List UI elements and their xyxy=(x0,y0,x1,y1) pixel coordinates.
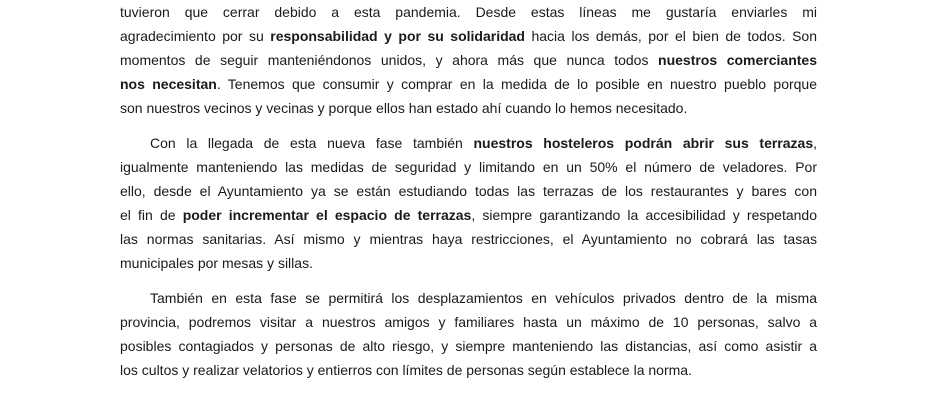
text-line xyxy=(120,310,817,334)
bold-text: nuestros hosteleros podrán abrir sus terrazas xyxy=(473,135,814,151)
text-line xyxy=(120,203,817,227)
text-segment: , siempre garantizando la accesibilidad y respetando xyxy=(471,207,817,223)
bold-text: nuestros comerciantes xyxy=(658,52,817,68)
text-segment: , xyxy=(813,135,818,151)
text-line xyxy=(120,131,817,155)
paragraph-2 xyxy=(120,131,817,275)
text-segment: municipales por mesas y sillas. xyxy=(120,255,313,271)
bold-text: nos necesitan xyxy=(120,76,217,92)
text-segment: . Tenemos que consumir y comprar en la medida de lo posible en nuestro pueblo porque xyxy=(216,76,818,92)
text-segment: Con la llegada de esta nueva fase también xyxy=(150,135,474,151)
text-segment: provincia, podremos visitar a nuestros amigos y familiares hasta un máximo de 10 personas, salvo a xyxy=(120,314,817,330)
text-segment: igualmente manteniendo las medidas de seguridad y limitando en un 50% el número de veladores. Por xyxy=(120,159,817,175)
text-line xyxy=(120,227,817,251)
paragraph-1 xyxy=(120,0,817,120)
text-line xyxy=(120,0,817,24)
bold-text: responsabilidad y por su solidaridad xyxy=(270,28,525,44)
text-segment: momentos de seguir manteniéndonos unidos, y ahora más que nunca todos xyxy=(120,52,659,68)
text-line xyxy=(120,334,817,358)
text-line xyxy=(120,286,817,310)
text-segment: agradecimiento por su xyxy=(120,28,271,44)
text-segment: tuvieron que cerrar debido a esta pandemia. Desde estas líneas me gustaría enviarles mi xyxy=(120,4,817,20)
text-segment: los cultos y realizar velatorios y entierros con límites de personas según establece la norma. xyxy=(120,362,692,378)
text-line xyxy=(120,72,817,96)
text-line xyxy=(120,96,817,120)
text-line xyxy=(120,48,817,72)
text-segment: También en esta fase se permitirá los desplazamientos en vehículos privados dentro de la misma xyxy=(150,290,817,306)
text-segment: ello, desde el Ayuntamiento ya se están estudiando todas las terrazas de los restaurantes y bares con xyxy=(120,183,817,199)
text-segment: son nuestros vecinos y vecinas y porque ellos han estado ahí cuando lo hemos necesitado. xyxy=(120,100,688,116)
text-line xyxy=(120,24,817,48)
text-segment: posibles contagiados y personas de alto riesgo, y siempre manteniendo las distancias, así como asistir a xyxy=(120,338,817,354)
bold-text: poder incrementar el espacio de terrazas xyxy=(182,207,472,223)
text-segment: las normas sanitarias. Así mismo y mientras haya restricciones, el Ayuntamiento no cobrará las tasas xyxy=(120,231,817,247)
text-segment: el fin de xyxy=(120,207,183,223)
text-segment: hacia los demás, por el bien de todos. Son xyxy=(524,28,817,44)
text-line xyxy=(120,155,817,179)
paragraph-3 xyxy=(120,286,817,382)
text-line xyxy=(120,179,817,203)
text-line xyxy=(120,251,817,275)
text-line xyxy=(120,358,817,382)
